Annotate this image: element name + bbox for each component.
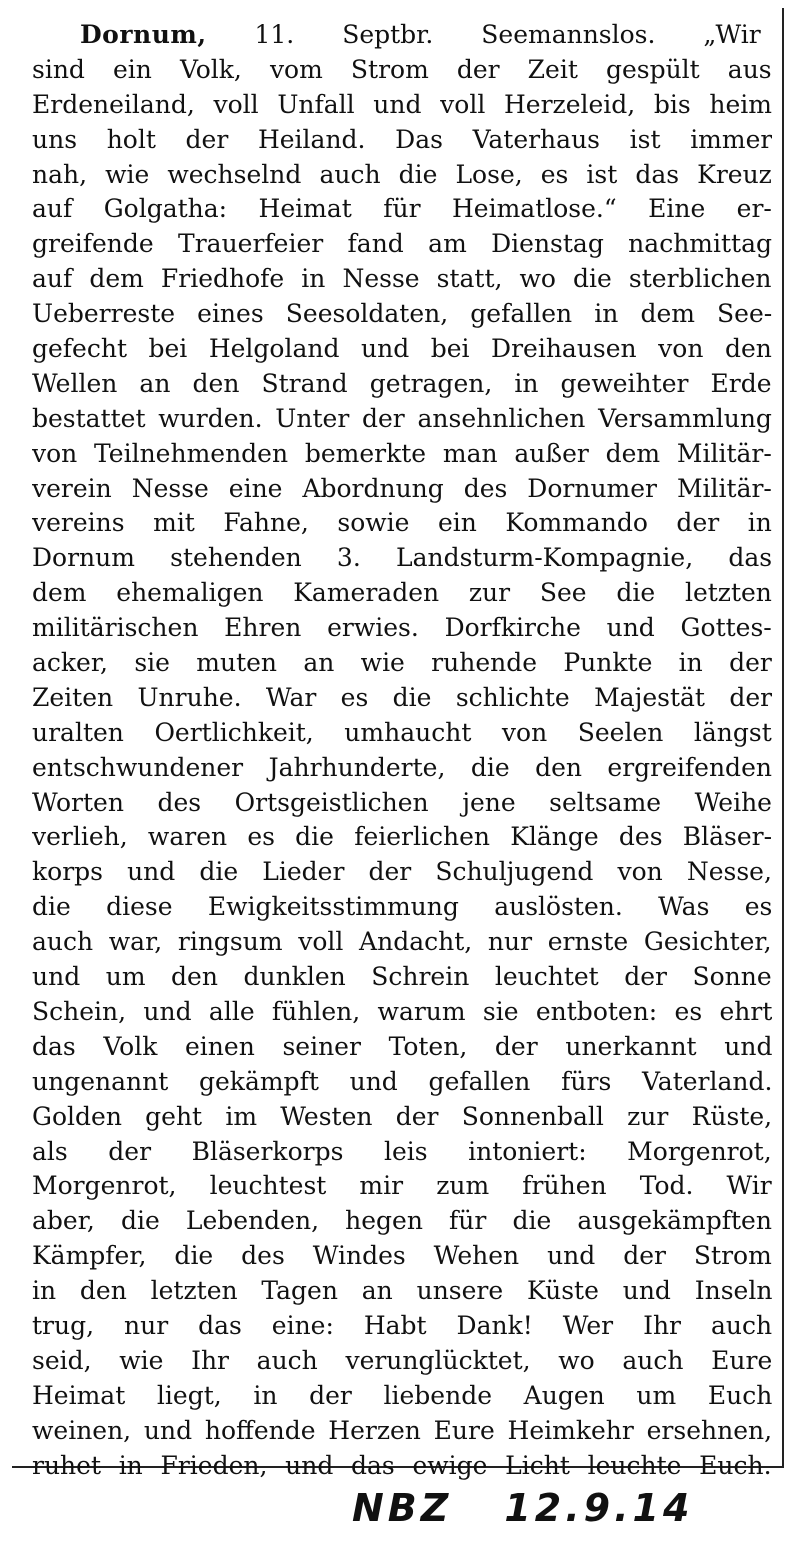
article-line: und um den dunklen Schrein leuchtet der Sonne xyxy=(32,962,772,992)
article-line: Dornum stehenden 3. Landsturm-Kompagnie, das xyxy=(32,543,772,573)
article-line: bestattet wurden. Unter der ansehnlichen Versammlung xyxy=(32,403,772,433)
annotation-date: 12.9.14 xyxy=(504,1486,694,1530)
article-line: Wellen an den Strand getragen, in geweihter Erde xyxy=(32,368,772,398)
article-line: Morgenrot, leuchtest mir zum frühen Tod. Wir xyxy=(32,1171,772,1201)
article-line: auf Golgatha: Heimat für Heimatlose.“ Eine er- xyxy=(32,194,772,224)
article-line: ungenannt gekämpft und gefallen fürs Vaterland. xyxy=(32,1066,772,1096)
handwritten-source-annotation xyxy=(352,1486,693,1530)
article-line: entschwundener Jahrhunderte, die den ergreifenden xyxy=(32,752,772,782)
article-line: Heimat liegt, in der liebende Augen um Euch xyxy=(32,1380,772,1410)
article-line: acker, sie muten an wie ruhende Punkte in der xyxy=(32,648,772,678)
article-line: Erdeneiland, voll Unfall und voll Herzeleid, bis heim xyxy=(32,89,772,119)
article-line: Golden geht im Westen der Sonnenball zur Rüste, xyxy=(32,1101,772,1131)
article-line: gefecht bei Helgoland und bei Dreihausen von den xyxy=(32,334,772,364)
article-line: auf dem Friedhofe in Nesse statt, wo die sterblichen xyxy=(32,264,772,294)
article-line: ruhet in Frieden, und das ewige Licht leuchte Euch. xyxy=(32,1450,772,1480)
article-line: die diese Ewigkeitsstimmung auslösten. Was es xyxy=(32,892,772,922)
article-line: dem ehemaligen Kameraden zur See die letzten xyxy=(32,578,772,608)
article-line: Schein, und alle fühlen, warum sie entboten: es ehrt xyxy=(32,996,772,1026)
article-text xyxy=(32,18,772,1483)
article-line: als der Bläserkorps leis intoniert: Morgenrot, xyxy=(32,1136,772,1166)
annotation-source: NBZ xyxy=(352,1486,453,1530)
article-line: vereins mit Fahne, sowie ein Kommando der in xyxy=(32,508,772,538)
article-line: verein Nesse eine Abordnung des Dornumer Militär- xyxy=(32,473,772,503)
article-line xyxy=(32,18,772,53)
article-line: uns holt der Heiland. Das Vaterhaus ist immer xyxy=(32,124,772,154)
article-line: Kämpfer, die des Windes Wehen und der Strom xyxy=(32,1241,772,1271)
article-line: sind ein Volk, vom Strom der Zeit gespült aus xyxy=(32,54,772,84)
article-line: von Teilnehmenden bemerkte man außer dem Militär- xyxy=(32,438,772,468)
article-line: Zeiten Unruhe. War es die schlichte Majestät der xyxy=(32,682,772,712)
article-line: auch war, ringsum voll Andacht, nur ernste Gesichter, xyxy=(32,927,772,957)
article-line: greifende Trauerfeier fand am Dienstag nachmittag xyxy=(32,229,772,259)
article-line: das Volk einen seiner Toten, der unerkannt und xyxy=(32,1031,772,1061)
article-dateline-place: Dornum, xyxy=(80,20,207,49)
article-line: aber, die Lebenden, hegen für die ausgekämpften xyxy=(32,1206,772,1236)
article-line: uralten Oertlichkeit, umhaucht von Seelen längst xyxy=(32,717,772,747)
article-line: seid, wie Ihr auch verunglücktet, wo auch Eure xyxy=(32,1345,772,1375)
article-line: Worten des Ortsgeistlichen jene seltsame Weihe xyxy=(32,787,772,817)
article-line: korps und die Lieder der Schuljugend von Nesse, xyxy=(32,857,772,887)
article-line: in den letzten Tagen an unsere Küste und Inseln xyxy=(32,1276,772,1306)
article-line: weinen, und hoffende Herzen Eure Heimkehr ersehnen, xyxy=(32,1415,772,1445)
article-dateline-rest: 11. Septbr. Seemannslos. „Wir xyxy=(254,20,761,49)
article-line: militärischen Ehren erwies. Dorfkirche und Gottes- xyxy=(32,613,772,643)
article-line: Ueberreste eines Seesoldaten, gefallen in dem See- xyxy=(32,299,772,329)
article-line: verlieh, waren es die feierlichen Klänge des Bläser- xyxy=(32,822,772,852)
article-line: trug, nur das eine: Habt Dank! Wer Ihr auch xyxy=(32,1310,772,1340)
article-line: nah, wie wechselnd auch die Lose, es ist das Kreuz xyxy=(32,159,772,189)
